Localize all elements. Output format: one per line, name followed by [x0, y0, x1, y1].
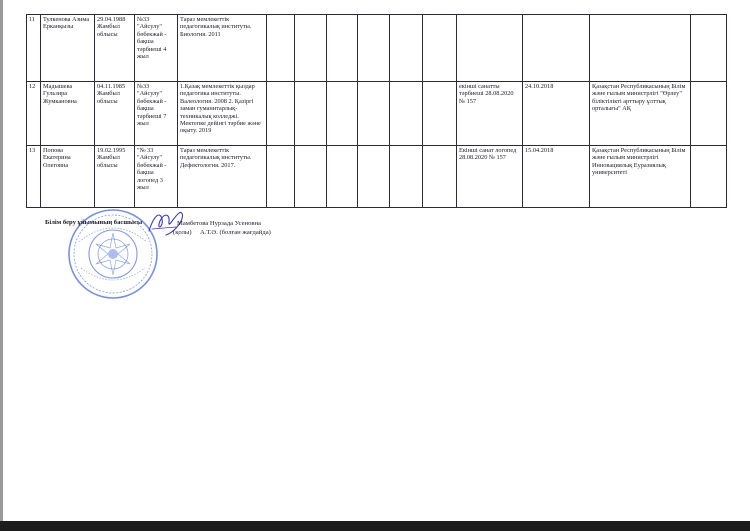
category: екінші санатты тәрбиеші 28.08.2020 № 157 — [457, 82, 523, 146]
empty-cell — [267, 146, 295, 208]
category — [457, 15, 523, 82]
signature-caption: (қолы) — [173, 229, 192, 236]
empty-cell — [327, 146, 358, 208]
empty-cell — [691, 15, 727, 82]
fio-caption: А.Т.Ә. (болған жағдайда) — [200, 229, 271, 236]
category-date: 24.10.2018 — [523, 82, 590, 146]
empty-cell — [267, 15, 295, 82]
education: Тараз мемлекеттік педагогикалық институты. Дефектология. 2017. — [178, 146, 267, 208]
empty-cell — [390, 146, 423, 208]
empty-cell — [267, 82, 295, 146]
region: Жамбыл облысы — [97, 23, 120, 38]
full-name: Мадышева Гульзира Жумкановна — [41, 82, 95, 146]
full-name: Попова Екатерина Олеговна — [41, 146, 95, 208]
course: Қазақстан Республикасының Білім және ғылым министрлігі Инновациялық Еуразиялық университеті — [590, 146, 691, 208]
table-row — [27, 146, 727, 208]
full-name: Тулкенова Азима Ерканқызы — [41, 15, 95, 82]
staff-table — [26, 14, 727, 208]
empty-cell — [691, 82, 727, 146]
birth-cell — [95, 146, 135, 208]
workplace: "№ 33 "Айсулу" бөбекжай - бақша логопед 3 жыл — [135, 146, 178, 208]
row-number: 11 — [27, 15, 41, 82]
empty-cell — [423, 146, 457, 208]
table-row — [27, 15, 727, 82]
empty-cell — [358, 146, 390, 208]
category: Екінші санат логопед 28.08.2020 № 157 — [457, 146, 523, 208]
birth-date: 19.02.1995 — [97, 147, 126, 154]
birth-cell — [95, 82, 135, 146]
empty-cell — [423, 82, 457, 146]
empty-cell — [295, 82, 327, 146]
empty-cell — [358, 82, 390, 146]
education: Тараз мемлекеттік педагогикалық институты. Биология. 2011 — [178, 15, 267, 82]
empty-cell — [327, 82, 358, 146]
education: 1.Қазақ мемлекеттік қыздар педагогика институты. Валеология. 2008 2. Қазіргі заман гуманитарлық-техникалық колледжі. Мектепке дейінгі тәрбие және оқыту. 2019 — [178, 82, 267, 146]
workplace: №33 "Айсулу" бөбекжай - бақша тәрбиеші 7 жыл — [135, 82, 178, 146]
empty-cell — [295, 15, 327, 82]
region: Жамбыл облысы — [97, 90, 120, 105]
course — [590, 15, 691, 82]
scan-edge-bottom — [0, 521, 750, 531]
birth-cell — [95, 15, 135, 82]
empty-cell — [390, 82, 423, 146]
region: Жамбыл облысы — [97, 154, 120, 169]
signature-label: Білім беру ұйымының басшысы — [45, 219, 143, 226]
empty-cell — [390, 15, 423, 82]
category-date: 15.04.2018 — [523, 146, 590, 208]
scan-edge-left — [0, 0, 3, 531]
table-row — [27, 82, 727, 146]
workplace: №33 "Айсулу" бөбекжай - бақша тәрбиеші 4 жыл — [135, 15, 178, 82]
birth-date: 04.11.1985 — [97, 83, 126, 90]
category-date — [523, 15, 590, 82]
course: Қазақстан Республикасының Білім және ғылым министрлігі "Өрлеу" біліктілікті арттыру ұлттық орталығы" АҚ — [590, 82, 691, 146]
director-name: Мамбетова Нурзада Усеновна — [177, 220, 261, 227]
row-number: 13 — [27, 146, 41, 208]
empty-cell — [358, 15, 390, 82]
empty-cell — [295, 146, 327, 208]
row-number: 12 — [27, 82, 41, 146]
empty-cell — [327, 15, 358, 82]
empty-cell — [691, 146, 727, 208]
empty-cell — [423, 15, 457, 82]
birth-date: 29.04.1988 — [97, 16, 126, 23]
